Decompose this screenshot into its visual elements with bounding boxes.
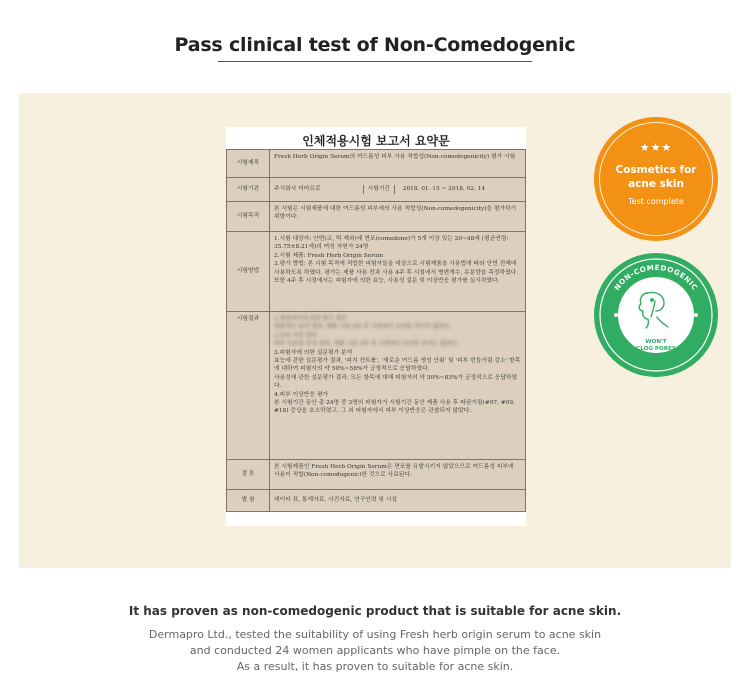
report-table: [226, 149, 526, 512]
row-label: 별 첨: [227, 490, 270, 512]
table-row: [227, 150, 526, 178]
report-title: 인체적용시험 보고서 요약문: [302, 134, 450, 148]
row-text: 본 시험은 시험제품에 대한 여드름성 피부에의 사용 적합성(Non-comedogenicity)을 평가하기 위함이다.: [270, 202, 526, 232]
row-label: 시험제목: [227, 150, 270, 178]
row-text: Fresh Herb Origin Serum의 여드름성 피부 사용 적합성(Non-comedogenicity) 평가 시험: [270, 150, 526, 178]
table-row: [227, 490, 526, 512]
summary-headline: It has proven as non-comedogenic product that is suitable for acne skin.: [128, 604, 622, 618]
badge-line2: acne skin: [628, 178, 684, 190]
description-line: and conducted 24 women applicants who have pimple on the face.: [189, 644, 561, 657]
row-label: 시험방법: [227, 232, 270, 312]
report-document: [226, 127, 526, 526]
blurred-results: 1.병변개수에 관한 평가 결과 병변개수 분석 결과, 제품 사용 4주 후 시점에서 유의한 차이가 없었다. 2.유분 측정 결과 피부 유분량 분석 결과, 제품 사용 4주 후 시점에서 유의한 차이는 없었다.: [274, 316, 459, 348]
description-line: As a result, it has proven to suitable for acne skin.: [236, 660, 514, 673]
row-content: [270, 178, 526, 202]
table-row: [227, 178, 526, 202]
summary-description: [0, 627, 750, 675]
row-content: [270, 312, 526, 460]
star-icons: ★★★: [639, 141, 673, 154]
table-row: [227, 460, 526, 490]
row-label-inline: 시험기간: [363, 185, 395, 193]
table-row: [227, 202, 526, 232]
table-row: [227, 232, 526, 312]
row-label: 시험목적: [227, 202, 270, 232]
non-comedogenic-badge: [594, 253, 718, 377]
row-text: 1.시험 대상자: 안면(코, 턱 제외)에 면포(comedone)가 5개 이상 있는 20~48세 (평균연령: 35.75±8.21세)의 여성 자원자 24명 2.시험 제품: Fresh Herb Origin Serum 3.평가 방법: 본 시험 목적에 적합한 피험자들을 대상으로 시험제품을 사용법에 따라 안면 전체에 사용하도록 하였다. 평가는 제품 사용 전과 사용 4주 후 시점에서 병변개수, 유분량을 측정하였다. 또한 4주 후 시점에서는 피험자에 의한 효능, 사용성 설문 및 이상반응 평가를 실시하였다.: [270, 232, 526, 312]
table-row: [227, 312, 526, 460]
badge-line3: Test complete: [628, 197, 684, 206]
title-underline: [218, 61, 532, 62]
row-label: 시험기관: [227, 178, 270, 202]
row-text-inline: 2018. 01. 15 ~ 2018. 02. 14: [402, 186, 486, 193]
row-text: 데이터 표, 통계자료, 사진자료, 연구인력 및 시설: [270, 490, 526, 512]
description-line: Dermapro Ltd., tested the suitability of using Fresh herb origin serum to acne skin: [148, 628, 602, 641]
row-text: 본 시험제품인 Fresh Herb Origin Serum은 면포를 유발시키지 않았으므로 여드름성 피부에 사용이 적합(Non-comedogenic)한 것으로 사료된다.: [270, 460, 526, 490]
row-text: 주식회사 더마프로: [274, 186, 321, 193]
page-title: Pass clinical test of Non-Comedogenic: [174, 34, 576, 56]
row-label: 결 론: [227, 460, 270, 490]
row-label: 시험결과: [227, 312, 270, 460]
badge-graphic: [594, 253, 718, 377]
badge-line2: CLOG PORES: [636, 346, 676, 352]
badge-line1: Cosmetics for: [615, 164, 697, 176]
badge-line1: WON'T: [645, 339, 667, 345]
acne-skin-badge: [594, 117, 718, 241]
row-text: 3.피험자에 의한 설문평가 분석 효능에 관한 설문평가 결과, '피지 컨트롤', '새로운 여드름 생성 안됨' 및 '피부 번들거림 감소' 항목에 대하여 피험자의 약 50%~58%가 긍정적으로 응답하였다. 사용성에 관한 설문평가 결과, 모든 항목에 대해 피험자의 약 50%~83%가 긍정적으로 응답하였다. 4.피부 이상반응 평가 본 시험기간 동안 총 24명 중 3명의 피험자가 시험기간 동안 제품 사용 후 따끔거림(#07, #09, #18) 증상을 호소하였고, 그 외 피험자에서 피부 이상반응은 관찰되지 않았다.: [274, 349, 521, 415]
badge-arc-text: NON-COMEDOGENIC: [612, 262, 700, 293]
